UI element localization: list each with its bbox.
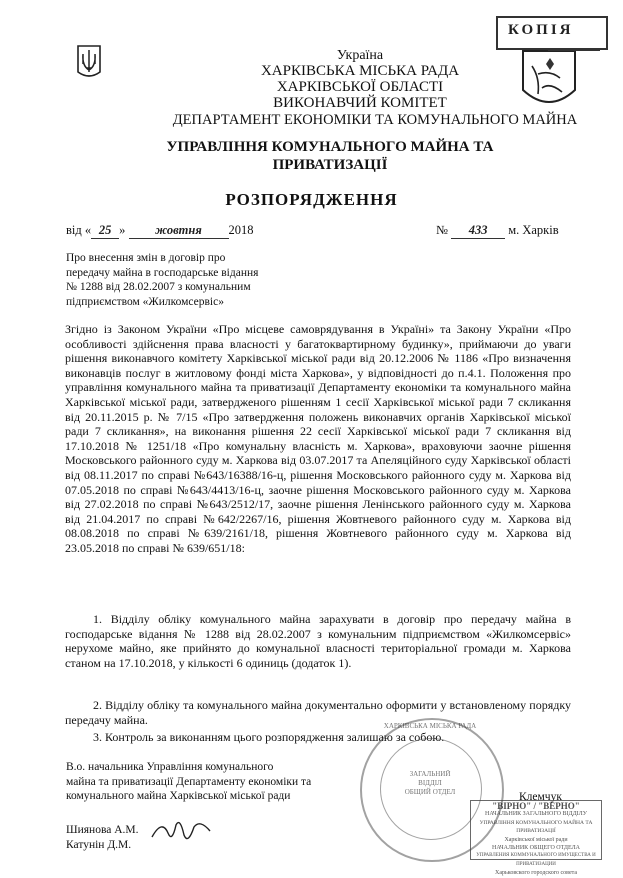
date-prefix: від «	[66, 223, 92, 237]
seal-inner-line: ВІДДІЛ	[418, 779, 442, 787]
verification-stamp-text	[471, 801, 601, 878]
preamble-paragraph: Згідно із Законом України «Про місцеве самоврядування в Україні» та Закону України «Про особливості здійснення права власності у багатоквартирному будинку», приймаючи до уваги рішення виконавчого комітету Харківської міської ради від 20.12.2006 № 1186 «Про визначення виконавців послуг в житловому фонді міста Харкова», у відповідності до п.4.1. Положення про управління комунального майна та приватизації Департаменту економіки та комунального майна Харківської міської ради, затвердженого рішенням 1 сесії Харківської міської ради 7 скликання від 20.11.2015 р. № 7/15 «Про затвердження положень виконавчих органів Харківської міської ради 7 скликання», на виконання рішення 22 сесії Харківської міської ради 7 скликання від 17.10.2018 № 1251/18 «Про комунальну власність м. Харкова», враховуючи заочне рішення Московського районного суду м. Харкова від 03.07.2017 та Апеляційного суду Харківської області від 08.11.2017 по справі №643/16388/16-ц, рішення Московського районного суду м. Харкова від 07.05.2018 по справі №643/4413/16-ц, заочне рішення Московського районного суду м. Харкова від 27.02.2018 по справі №643/2512/17, заочне рішення Ленінського районного суду м. Харкова від 21.04.2017 по справі №642/2267/16, рішення Жовтневого районного суду м. Харкова від 08.08.2018 по справі №639/2161/18, рішення Жовтневого районного суду м. Харкова від 23.05.2018 по справі № 639/651/18:	[65, 322, 571, 555]
signature-line: комунального майна Харківської міської ради	[66, 790, 291, 802]
document-type: РОЗПОРЯДЖЕННЯ	[225, 190, 398, 209]
seal-inner-line: ЗАГАЛЬНИЙ	[409, 770, 451, 778]
signature-line: В.о. начальника Управління комунального	[66, 761, 274, 773]
stamp-line: Харківської міської ради	[504, 836, 568, 843]
header-region: ХАРКІВСЬКОЇ ОБЛАСТІ	[276, 79, 444, 95]
number-line	[436, 223, 559, 239]
signature-block	[66, 760, 366, 804]
stamp-line: УПРАВЛЕНИЯ КОММУНАЛЬНОГО ИМУЩЕСТВА И ПРИВАТИЗАЦИИ	[476, 853, 596, 867]
signatory-name: Клемчук	[519, 791, 562, 803]
copy-stamp	[496, 16, 608, 50]
stamp-line: Харьковского городского совета	[495, 870, 577, 877]
subject-line: підприємством «Жилкомсервіс»	[66, 295, 224, 308]
header-country: Україна	[336, 48, 384, 63]
stamp-line: "ВІРНО" / "ВЕРНО"	[492, 801, 580, 811]
seal-inner-text	[395, 770, 465, 797]
number-prefix: №	[436, 223, 448, 237]
date-year: 2018	[228, 223, 254, 237]
date-month: жовтня	[129, 223, 229, 239]
stamp-line: НАЧАЛЬНИК ЗАГАЛЬНОГО ВІДДІЛУ	[485, 811, 587, 818]
decree-item-2: 2. Відділу обліку та комунального майна документально оформити у встановленому порядку передачу майна.	[65, 698, 571, 727]
decree-item-1: 1. Відділу обліку комунального майна зарахувати в договір про передачу майна в господарське відання № 1288 від 28.02.2007 з комунальним підприємством «Жилкомсервіс» нерухоме майно, яке прийнято до комунальної власності територіальної громади м. Харкова станом на 17.10.2018, у кількості 6 одиниць (додаток 1).	[65, 612, 571, 670]
executors	[66, 823, 266, 852]
header-council: ХАРКІВСЬКА МІСЬКА РАДА	[260, 63, 460, 79]
executor-name: Катунін Д.М.	[66, 838, 132, 851]
seal-outer-text: ХАРКІВСЬКА МІСЬКА РАДА	[383, 722, 477, 730]
document-number: 433	[451, 223, 505, 239]
executor-name: Шиянова А.М.	[66, 824, 139, 836]
decree-item-3: 3. Контроль за виконанням цього розпорядження залишаю за собою.	[93, 730, 445, 744]
signature-line: майна та приватизації Департаменту економіки та	[66, 775, 312, 788]
city: м. Харків	[508, 223, 559, 237]
trident-emblem-icon	[76, 44, 102, 82]
stamp-line: НАЧАЛЬНИК ОБЩЕГО ОТДЕЛА	[491, 845, 581, 852]
verification-stamp	[470, 800, 602, 877]
stamp-line: УПРАВЛІННЯ КОМУНАЛЬНОГО МАЙНА ТА ПРИВАТИЗАЦІЇ	[479, 819, 593, 835]
header-department: ДЕПАРТАМЕНТ ЕКОНОМІКИ ТА КОМУНАЛЬНОГО МАЙНА	[172, 112, 578, 128]
date-mid: »	[119, 223, 126, 237]
subject-line: Про внесення змін в договір про	[66, 252, 226, 264]
subject-line: передачу майна в господарське відання	[66, 266, 259, 279]
header-committee: ВИКОНАВЧИЙ КОМІТЕТ	[273, 95, 447, 111]
date-day: 25	[91, 223, 119, 239]
office-title-line1: УПРАВЛІННЯ КОМУНАЛЬНОГО МАЙНА ТА	[166, 139, 494, 155]
seal-inner-line: ОБЩИЙ ОТДЕЛ	[404, 788, 456, 796]
date-line	[66, 223, 254, 239]
office-title-line2: ПРИВАТИЗАЦІЇ	[272, 157, 388, 173]
subject-block	[66, 251, 326, 309]
copy-stamp-label: КОПІЯ	[508, 22, 574, 38]
subject-line: № 1288 від 28.02.2007 з комунальним	[66, 281, 251, 293]
